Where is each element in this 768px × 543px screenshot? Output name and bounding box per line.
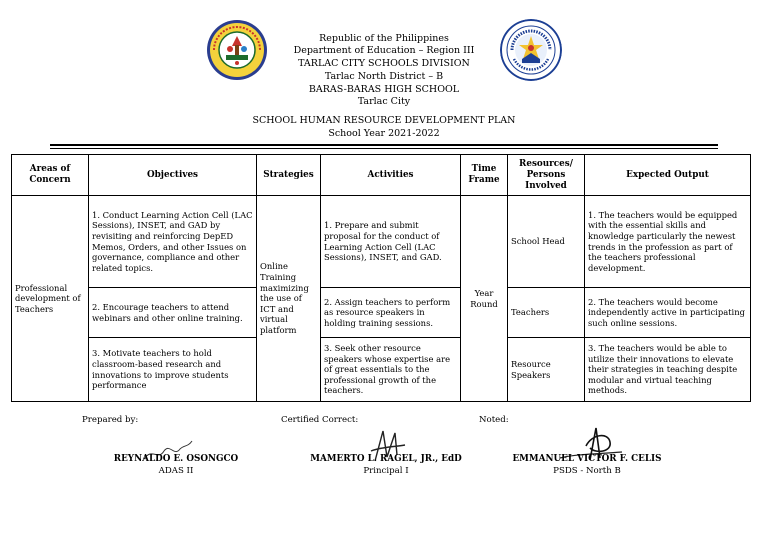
header-department: Department of Education – Region III (293, 45, 475, 56)
header-divider-thin (50, 148, 718, 149)
prepared-by-position: ADAS II (158, 466, 194, 476)
expected-output-cell: 3. The teachers would be able to utilize their innovations to elevate their strategies in teaching despite modular and virtual teaching methods. (585, 338, 751, 402)
col-header-expected-output: Expected Output (585, 155, 751, 196)
area-of-concern-cell: Professional development of Teachers (12, 196, 89, 402)
header-divider-thick (50, 144, 718, 146)
col-header-activities: Activities (321, 155, 461, 196)
table-row (12, 288, 751, 338)
col-header-objectives: Objectives (89, 155, 257, 196)
strategies-cell: Online Training maximizing the use of ICT and virtual platform (257, 196, 321, 402)
development-plan-table (11, 154, 751, 402)
noted-by-name: EMMANUEL VICTOR F. CELIS (512, 454, 662, 464)
noted-by-position: PSDS - North B (553, 466, 621, 476)
col-header-time-frame: Time Frame (461, 155, 508, 196)
header-school-name: BARAS-BARAS HIGH SCHOOL (308, 84, 460, 95)
objective-cell: 3. Motivate teachers to hold classroom-based research and innovations to improve students performance (89, 338, 257, 402)
certified-correct-label: Certified Correct: (281, 415, 359, 425)
resources-cell: Resource Speakers (508, 338, 585, 402)
col-header-strategies: Strategies (257, 155, 321, 196)
table-header-row (12, 155, 751, 196)
header-republic: Republic of the Philippines (319, 33, 449, 44)
prepared-by-name: REYNALDO E. OSONGCO (113, 454, 239, 464)
header-division: TARLAC CITY SCHOOLS DIVISION (298, 58, 470, 69)
objective-cell: 1. Conduct Learning Action Cell (LAC Sessions), INSET, and GAD by revisiting and reinforcing DepED Memos, Orders, and other Issues on governance, compliance and other related topics. (89, 196, 257, 288)
time-frame-cell: Year Round (461, 196, 508, 402)
resources-cell: Teachers (508, 288, 585, 338)
noted-label: Noted: (479, 415, 509, 425)
activity-cell: 3. Seek other resource speakers whose expertise are of great essentials to the professional growth of the teachers. (321, 338, 461, 402)
header-city: Tarlac City (357, 96, 411, 107)
expected-output-cell: 1. The teachers would be equipped with the essential skills and knowledge particularly the newest trends in the profession as part of the teachers professional development. (585, 196, 751, 288)
certified-by-position: Principal I (363, 466, 409, 476)
objective-cell: 2. Encourage teachers to attend webinars and other online training. (89, 288, 257, 338)
resources-cell: School Head (508, 196, 585, 288)
document-title: SCHOOL HUMAN RESOURCE DEVELOPMENT PLAN (252, 115, 516, 126)
table-row (12, 196, 751, 288)
activity-cell: 2. Assign teachers to perform as resource speakers in holding training sessions. (321, 288, 461, 338)
prepared-by-label: Prepared by: (82, 415, 139, 425)
school-year: School Year 2021-2022 (328, 128, 440, 139)
activity-cell: 1. Prepare and submit proposal for the conduct of Learning Action Cell (LAC Sessions), INSET, and GAD. (321, 196, 461, 288)
col-header-resources: Resources/ Persons Involved (508, 155, 585, 196)
certified-by-name: MAMERTO L. RAGEL, JR., EdD (310, 454, 462, 464)
table-row (12, 338, 751, 402)
expected-output-cell: 2. The teachers would become independently active in participating such online sessions. (585, 288, 751, 338)
header-district: Tarlac North District – B (324, 71, 444, 82)
col-header-areas: Areas of Concern (12, 155, 89, 196)
